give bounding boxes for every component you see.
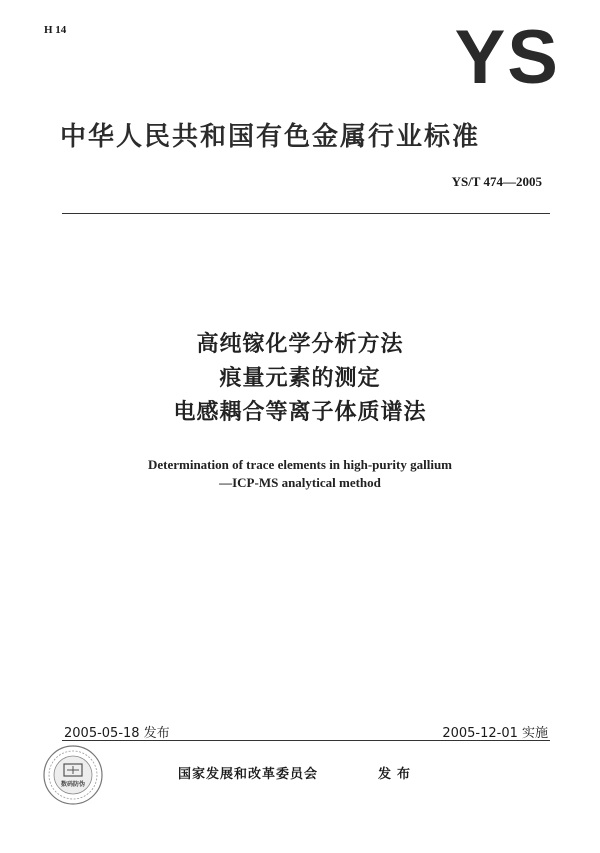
- publish-date: 2005-05-18 发布: [64, 726, 170, 741]
- standard-category-title: 中华人民共和国有色金属行业标准: [60, 122, 481, 152]
- implement-date: 2005-12-01 实施: [442, 726, 548, 741]
- standard-number: YS/T 474—2005: [451, 174, 542, 189]
- issuing-authority: 国家发展和改革委员会: [178, 767, 319, 782]
- english-title: [0, 456, 600, 492]
- classification-code: H 14: [44, 24, 67, 36]
- english-title-line-1: Determination of trace elements in high-purity gallium: [147, 457, 452, 472]
- header-divider: [62, 213, 550, 214]
- ys-logo: YS: [454, 15, 560, 100]
- chinese-title-line-3: 电感耦合等离子体质谱法: [173, 400, 427, 425]
- chinese-title-line-1: 高纯镓化学分析方法: [196, 332, 404, 357]
- footer-divider: [62, 740, 550, 741]
- seal-text: 数码防伪: [60, 781, 86, 788]
- chinese-title: [0, 328, 600, 430]
- english-title-line-2: —ICP-MS analytical method: [219, 475, 381, 490]
- chinese-title-line-2: 痕量元素的测定: [219, 366, 381, 391]
- anti-counterfeit-seal-icon: [42, 744, 104, 806]
- issue-label: 发布: [378, 767, 417, 782]
